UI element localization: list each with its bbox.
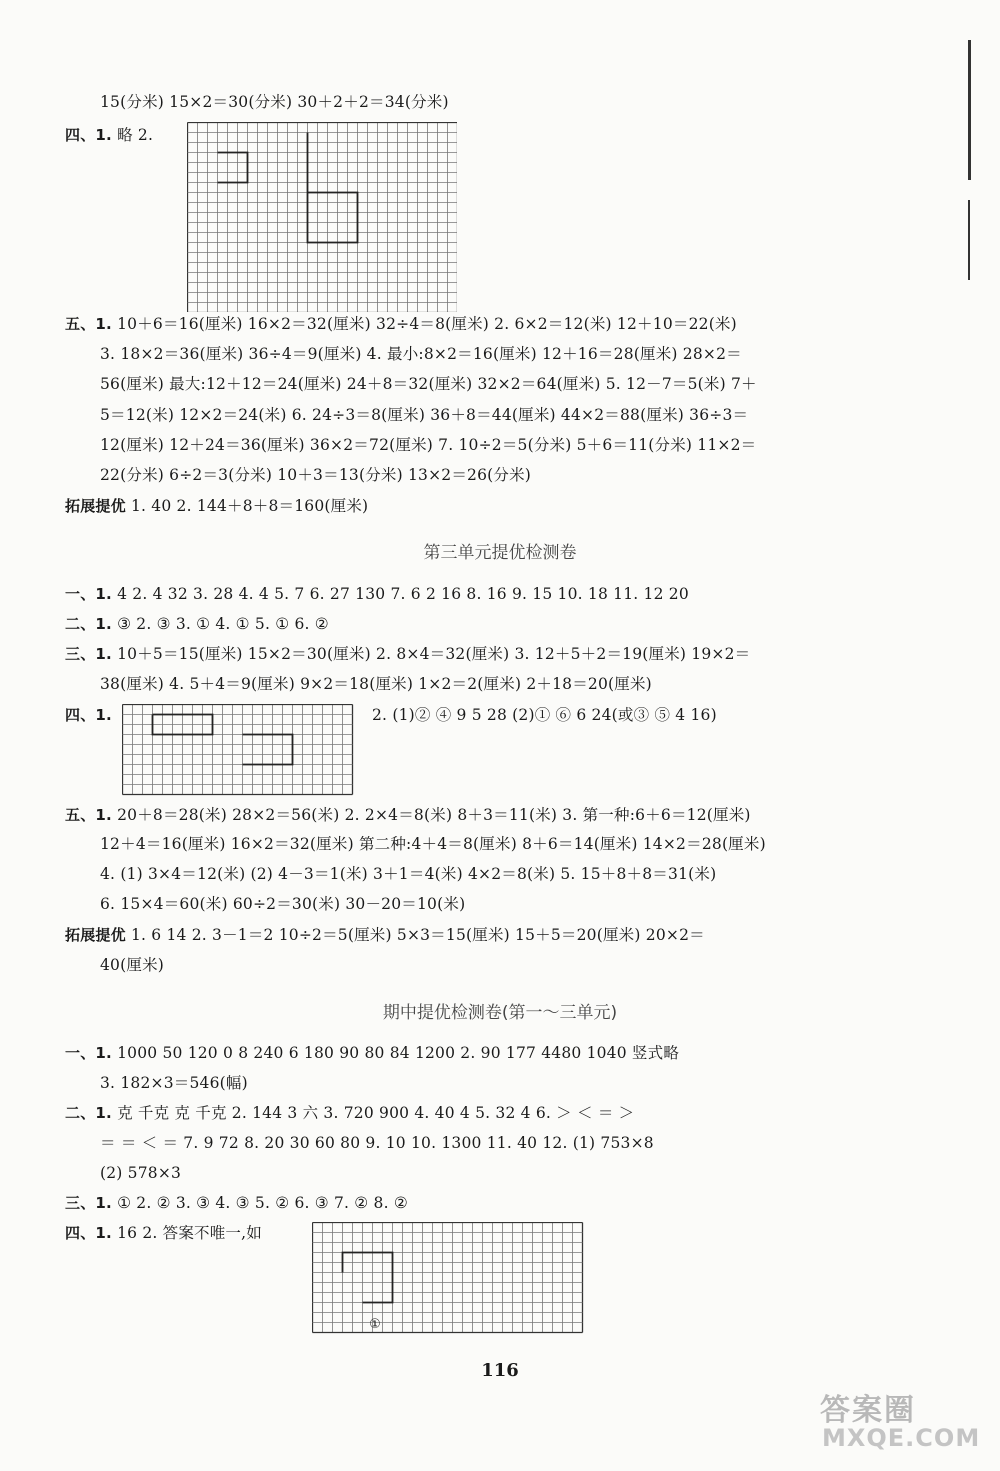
answer-text: 10＋5＝15(厘米) 15×2＝30(厘米) 2. 8×4＝32(厘米) 3. 12＋5＋2＝19(厘米) 19×2＝: [111, 645, 751, 663]
grid-figure: [187, 122, 457, 312]
answer-line: [65, 614, 329, 634]
answer-text: 1000 50 120 0 8 240 6 180 90 80 84 1200 2. 90 177 4480 1040 竖式略: [111, 1044, 680, 1062]
answer-line: 22(分米) 6÷2＝3(分米) 10＋3＝13(分米) 13×2＝26(分米): [100, 466, 532, 484]
answer-line: 12＋4＝16(厘米) 16×2＝32(厘米) 第二种:4＋4＝8(厘米) 8＋6＝14(厘米) 14×2＝28(厘米): [100, 835, 766, 853]
section-label: 一、1.: [65, 585, 112, 603]
answer-text: 16 2. 答案不唯一,如: [111, 1224, 262, 1242]
grid-lines: [313, 1223, 583, 1333]
answer-line: [65, 1193, 408, 1213]
answer-line: 38(厘米) 4. 5＋4＝9(厘米) 9×2＝18(厘米) 1×2＝2(厘米) 2＋18＝20(厘米): [100, 675, 652, 693]
answer-line: [65, 584, 689, 604]
answer-text: 20＋8＝28(米) 28×2＝56(米) 2. 2×4＝8(米) 8＋3＝11(米) 3. 第一种:6＋6＝12(厘米): [111, 806, 751, 824]
drawn-shape: [308, 133, 358, 243]
drawn-shape: [343, 1253, 393, 1303]
grid-lines: [123, 705, 353, 795]
answer-line: [65, 314, 737, 334]
answer-line: 56(厘米) 最大:12＋12＝24(厘米) 24＋8＝32(厘米) 32×2＝64(厘米) 5. 12－7＝5(米) 7＋: [100, 375, 757, 393]
section-label: 五、1.: [65, 806, 112, 824]
section-label: 五、1.: [65, 315, 112, 333]
answer-text: 1. 6 14 2. 3－1＝2 10÷2＝5(厘米) 5×3＝15(厘米) 15＋5＝20(厘米) 20×2＝: [125, 926, 705, 944]
page-edge-mark-lower: [968, 200, 970, 280]
section-title: 期中提优检测卷(第一～三单元): [382, 1003, 618, 1023]
answer-text: 10＋6＝16(厘米) 16×2＝32(厘米) 32÷4＝8(厘米) 2. 6×2＝12(米) 12＋10＝22(米): [111, 315, 737, 333]
answer-line: (2) 578×3: [100, 1164, 182, 1182]
page-number: 116: [481, 1360, 519, 1381]
section-label: 拓展提优: [65, 497, 126, 515]
section-label: 拓展提优: [65, 926, 126, 944]
answer-line: 12(厘米) 12＋24＝36(厘米) 36×2＝72(厘米) 7. 10÷2＝5(分米) 5＋6＝11(分米) 11×2＝: [100, 436, 757, 454]
answer-text: ① 2. ② 3. ③ 4. ③ 5. ② 6. ③ 7. ② 8. ②: [111, 1194, 408, 1212]
answer-line: 15(分米) 15×2＝30(分米) 30＋2＋2＝34(分米): [100, 93, 449, 111]
section-label: 四、1.: [65, 1224, 112, 1242]
section-label: 三、1.: [65, 1194, 112, 1212]
answer-line: [65, 1043, 679, 1063]
answer-line: 3. 18×2＝36(厘米) 36÷4＝9(厘米) 4. 最小:8×2＝16(厘米) 12＋16＝28(厘米) 28×2＝: [100, 345, 742, 363]
answer-line: [65, 705, 112, 725]
grid-figure: [122, 704, 358, 798]
page-edge-mark: [968, 40, 971, 180]
watermark-logo: 答案圈: [820, 1393, 916, 1428]
answer-text: 略 2.: [111, 126, 154, 144]
section-label: 二、1.: [65, 615, 112, 633]
section-label: 三、1.: [65, 645, 112, 663]
watermark-url: MXQE.COM: [822, 1424, 981, 1452]
answer-line: 6. 15×4＝60(米) 60÷2＝30(米) 30－20＝10(米): [100, 895, 466, 913]
answer-line: [65, 1103, 634, 1123]
answer-line: ＝ ＝ ＜ ＝ 7. 9 72 8. 20 30 60 80 9. 10 10. 1300 11. 40 12. (1) 753×8: [100, 1134, 654, 1152]
answer-line: [65, 496, 368, 516]
answer-line: [65, 644, 750, 664]
grid-figure: [312, 1222, 592, 1338]
section-title: 第三单元提优检测卷: [423, 543, 577, 563]
answer-text: 1. 40 2. 144＋8＋8＝160(厘米): [125, 497, 369, 515]
drawn-shape: [218, 153, 248, 183]
answer-line: [65, 925, 705, 945]
drawn-shape: [243, 735, 293, 765]
answer-text: ③ 2. ③ 3. ① 4. ① 5. ① 6. ②: [111, 615, 329, 633]
section-label: 一、1.: [65, 1044, 112, 1062]
answer-text: 4 2. 4 32 3. 28 4. 4 5. 7 6. 27 130 7. 6 2 16 8. 16 9. 15 10. 18 11. 12 20: [111, 585, 689, 603]
answer-line: [65, 1223, 262, 1243]
answer-line: 4. (1) 3×4＝12(米) (2) 4－3＝1(米) 3＋1＝4(米) 4×2＝8(米) 5. 15＋8＋8＝31(米): [100, 865, 717, 883]
answer-line: 2. (1)② ④ 9 5 28 (2)① ⑥ 6 24(或③ ⑤ 4 16): [372, 706, 717, 724]
section-label: 四、1.: [65, 706, 112, 724]
answer-line: [65, 125, 153, 145]
answer-line: 5＝12(米) 12×2＝24(米) 6. 24÷3＝8(厘米) 36＋8＝44(厘米) 44×2＝88(厘米) 36÷3＝: [100, 406, 749, 424]
answer-line: 40(厘米): [100, 956, 165, 974]
section-label: 二、1.: [65, 1104, 112, 1122]
grid-lines: [188, 123, 458, 313]
section-label: 四、1.: [65, 126, 112, 144]
answer-text: 克 千克 克 千克 2. 144 3 六 3. 720 900 4. 40 4 5. 32 4 6. ＞ ＜ ＝ ＞: [111, 1104, 635, 1122]
grid-marker-label: ①: [369, 1317, 381, 1332]
answer-line: [65, 805, 751, 825]
answer-line: 3. 182×3＝546(幅): [100, 1074, 248, 1092]
